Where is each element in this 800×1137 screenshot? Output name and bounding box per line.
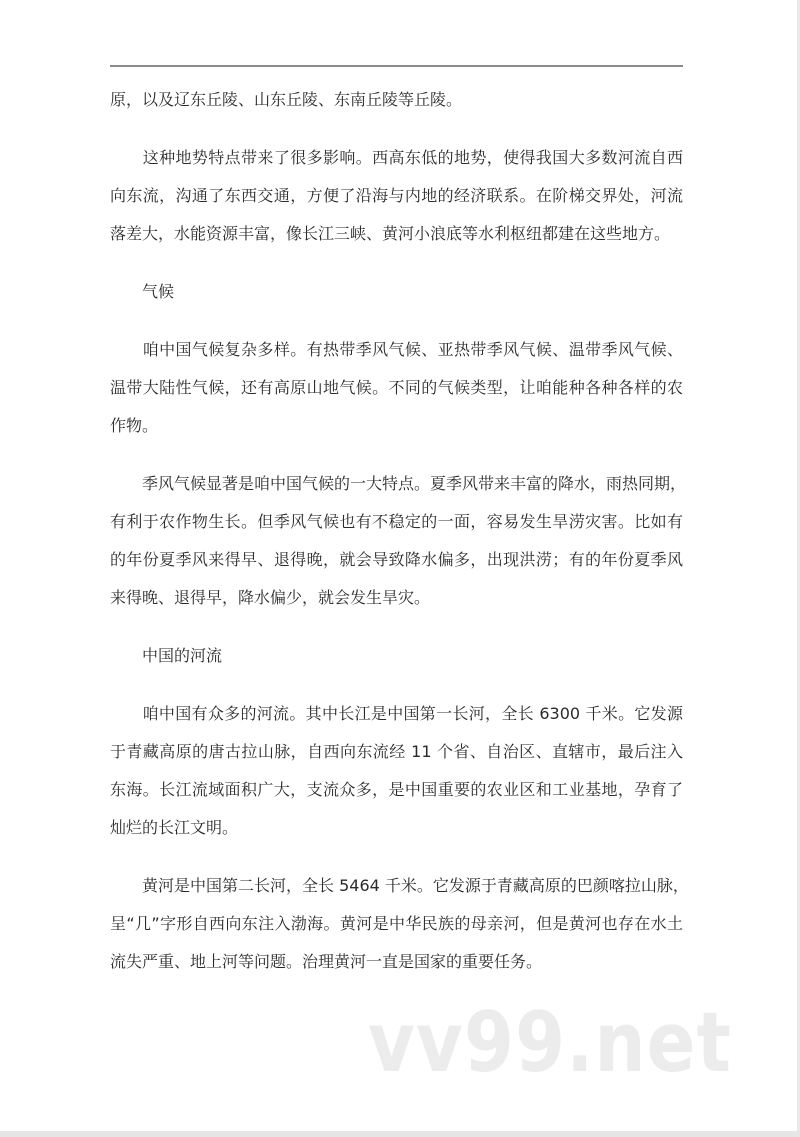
paragraph (110, 81, 683, 119)
text-line: 原，以及辽东丘陵、山东丘陵、东南丘陵等丘陵。 (110, 90, 463, 109)
text-line: 这种地势特点带来了很多影响。西高东低的地势，使得我国大多数河流自西 (110, 148, 683, 167)
text-line: 流失严重、地上河等问题。治理黄河一直是国家的重要任务。 (110, 952, 543, 971)
text-line: 落差大，水能资源丰富，像长江三峡、黄河小浪底等水利枢纽都建在这些地方。 (110, 224, 671, 243)
text-line: 向东流，沟通了东西交通，方便了沿海与内地的经济联系。在阶梯交界处，河流 (110, 186, 683, 205)
text-line: 中国的河流 (110, 646, 223, 665)
section-heading (110, 637, 683, 675)
paragraph (110, 139, 683, 253)
paragraph (110, 465, 687, 617)
text-line: 温带大陆性气候，还有高原山地气候。不同的气候类型，让咱能种各种各样的农 (110, 378, 683, 397)
section-heading (110, 273, 683, 311)
text-line: 咱中国有众多的河流。其中长江是中国第一长河，全长 6300 千米。它发源 (110, 704, 683, 723)
header-rule (110, 65, 683, 67)
text-line: 季风气候显著是咱中国气候的一大特点。夏季风带来丰富的降水，雨热同期， (110, 474, 687, 493)
text-line: 气候 (110, 282, 175, 301)
text-line: 的年份夏季风来得早、退得晚，就会导致降水偏多，出现洪涝；有的年份夏季风 (110, 550, 683, 569)
document-body (110, 81, 689, 1001)
paragraph (110, 695, 683, 847)
text-line: 咱中国气候复杂多样。有热带季风气候、亚热带季风气候、温带季风气候、 (110, 340, 683, 359)
text-line: 于青藏高原的唐古拉山脉，自西向东流经 11 个省、自治区、直辖市，最后注入 (110, 742, 683, 761)
text-line: 来得晚、退得早，降水偏少，就会发生旱灾。 (110, 588, 431, 607)
page-bottom-edge (0, 1131, 800, 1137)
text-line: 东海。长江流域面积广大，支流众多，是中国重要的农业区和工业基地，孕育了 (110, 780, 683, 799)
text-line: 作物。 (110, 416, 159, 435)
paragraph (110, 331, 683, 445)
text-line: 黄河是中国第二长河，全长 5464 千米。它发源于青藏高原的巴颜喀拉山脉， (110, 876, 689, 895)
watermark: vv99.net (368, 993, 732, 1091)
text-line: 灿烂的长江文明。 (110, 818, 239, 837)
text-line: 呈“几”字形自西向东注入渤海。黄河是中华民族的母亲河，但是黄河也存在水土 (110, 914, 683, 933)
paragraph (110, 867, 689, 981)
text-line: 有利于农作物生长。但季风气候也有不稳定的一面，容易发生旱涝灾害。比如有 (110, 512, 683, 531)
